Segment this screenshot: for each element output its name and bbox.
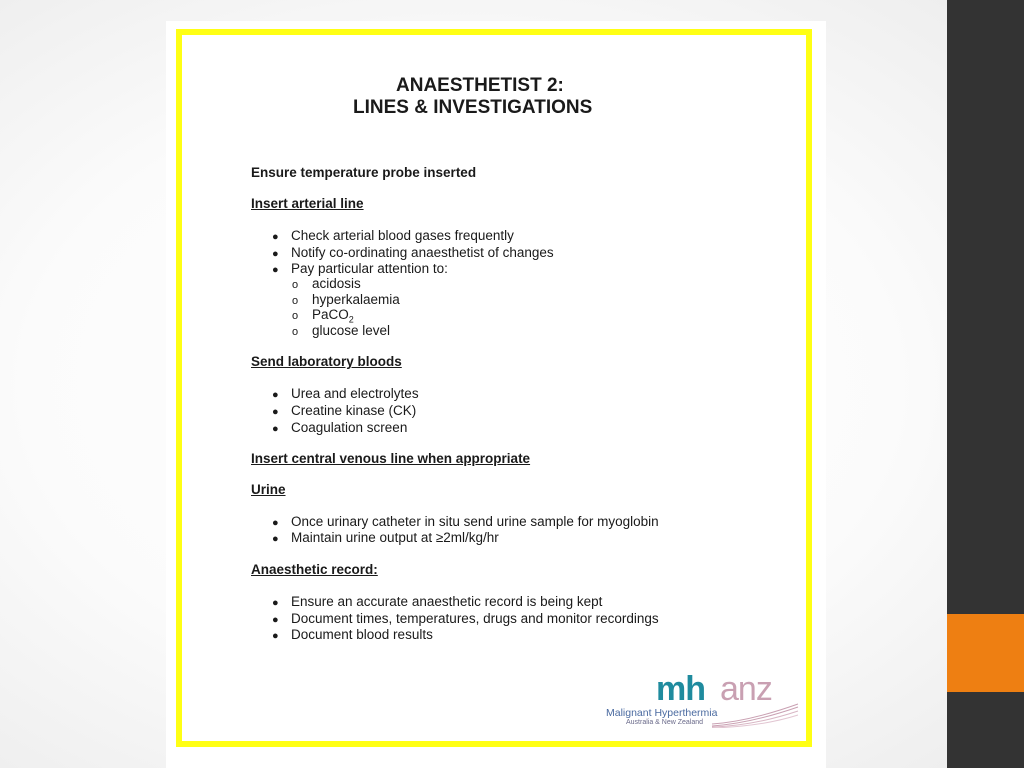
section-heading-central-line: Insert central venous line when appropriate xyxy=(251,451,531,466)
list-item: ● Coagulation screen xyxy=(272,420,408,435)
mhanz-logo xyxy=(600,672,800,730)
list-item: ● Urea and electrolytes xyxy=(272,386,419,401)
list-item: ● Ensure an accurate anaesthetic record is being kept xyxy=(272,594,603,609)
list-item: ● Document times, temperatures, drugs and monitor recordings xyxy=(272,611,659,626)
title-line-2: LINES & INVESTIGATIONS xyxy=(353,97,593,118)
section-heading-bloods: Send laboratory bloods xyxy=(251,354,402,369)
logo-tagline: Malignant Hyperthermia xyxy=(606,707,718,719)
logo-anz-text: anz xyxy=(720,670,772,708)
list-item: ● Notify co-ordinating anaesthetist of changes xyxy=(272,245,554,260)
accent-block xyxy=(947,614,1024,692)
section-heading-arterial: Insert arterial line xyxy=(251,196,364,211)
sub-list-item: o hyperkalaemia xyxy=(292,292,400,307)
logo-mh-text: mh xyxy=(656,670,705,708)
intro-instruction: Ensure temperature probe inserted xyxy=(251,165,477,180)
sub-list-item: o acidosis xyxy=(292,276,361,291)
section-heading-urine: Urine xyxy=(251,482,286,497)
title-line-1: ANAESTHETIST 2: xyxy=(396,75,564,96)
sub-list-item: o glucose level xyxy=(292,323,391,338)
list-item: ● Pay particular attention to: xyxy=(272,261,448,276)
list-item: ● Document blood results xyxy=(272,627,433,642)
sidebar-strip xyxy=(947,0,1024,768)
logo-swoosh-icon xyxy=(710,702,800,728)
list-item: ● Check arterial blood gases frequently xyxy=(272,228,514,243)
list-item: ● Once urinary catheter in situ send urine sample for myoglobin xyxy=(272,514,659,529)
list-item: ● Creatine kinase (CK) xyxy=(272,403,417,418)
sub-list-item: o PaCO$_2$ xyxy=(292,307,354,325)
logo-subtagline: Australia & New Zealand xyxy=(626,719,704,726)
page-title xyxy=(353,75,653,119)
section-heading-record: Anaesthetic record: xyxy=(251,562,378,577)
list-item: ● Maintain urine output at ≥2ml/kg/hr xyxy=(272,530,499,545)
